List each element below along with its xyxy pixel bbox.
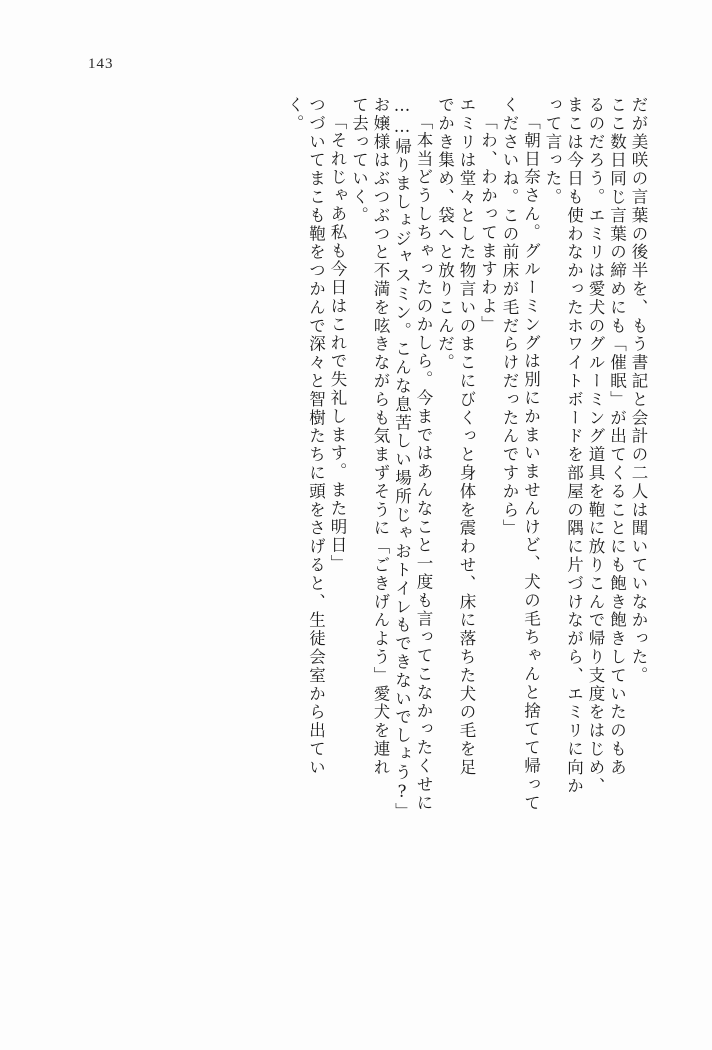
- text-line: まこは今日も使わなかったホワイトボードを部屋の隅に片づけながら、エミリに向か: [564, 96, 584, 796]
- page-number: 143: [88, 56, 114, 72]
- vertical-text-body: [86, 96, 646, 976]
- text-line: って言った。: [543, 96, 562, 207]
- text-line: ここ数日同じ言葉の締めにも「催眠」が出てくることにも飽き飽きしていたのもあ: [607, 96, 627, 777]
- text-line: くださいね。この前床が毛だらけだったんですから」: [500, 96, 519, 538]
- text-line: て去っていく。: [349, 96, 369, 225]
- text-line: 「本当どうしちゃったのかしら。今まではあんなこと一度も言ってこなかったくせに: [414, 113, 433, 813]
- text-line: ……帰りましょジャスミン。こんな息苦しい場所じゃおトイレもできないでしょう?」: [392, 96, 412, 822]
- text-line: だが美咲の言葉の後半を、もう書記と会計の二人は聞いていなかった。: [629, 96, 648, 685]
- text-line: く。: [285, 96, 304, 133]
- text-line: るのだろう。エミリは愛犬のグルーミング道具を鞄に放りこんで帰り支度をはじめ、: [586, 96, 605, 796]
- text-line: つづいてまこも鞄をつかんで深々と智樹たちに頭をさげると、生徒会室から出てい: [306, 96, 326, 777]
- text-line: 「わ、わかってますわよ」: [478, 113, 498, 334]
- text-line: 「それじゃあ私も今日はこれで失礼します。また明日」: [328, 113, 347, 573]
- text-line: でかき集め、袋へと放りこんだ。: [435, 96, 455, 372]
- text-line: お嬢様はぶつぶつと不満を呟きながらも気まずそうに「ごきげんよう」愛犬を連れ: [371, 96, 390, 777]
- text-line: 「朝日奈さん。グルーミングは別にかまいませんけど、犬の毛ちゃんと捨てて帰って: [521, 113, 541, 813]
- text-line: エミリは堂々とした物言いのまこにびくっと身体を震わせ、床に落ちた犬の毛を足: [457, 96, 476, 777]
